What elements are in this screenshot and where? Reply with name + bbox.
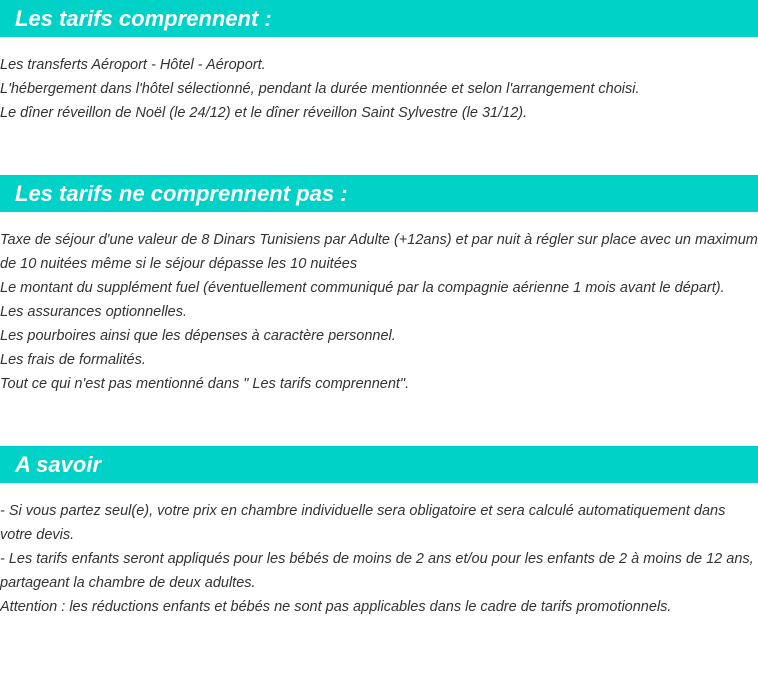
list-item: Les transferts Aéroport - Hôtel - Aéroport. — [0, 57, 266, 73]
list-item: Les frais de formalités. — [0, 352, 146, 368]
section-title: Les tarifs ne comprennent pas : — [15, 181, 348, 206]
list-item: Le dîner réveillon de Noël (le 24/12) et le dîner réveillon Saint Sylvestre (le 31/12). — [0, 105, 528, 121]
section-title: Les tarifs comprennent : — [15, 6, 272, 31]
list-item: - Les tarifs enfants seront appliqués pour les bébés de moins de 2 ans et/ou pour les enfants de 2 à moins de 12 ans, partageant la chambre de deux adultes. — [0, 551, 754, 591]
list-item: Taxe de séjour d'une valeur de 8 Dinars Tunisiens par Adulte (+12ans) et par nuit à régler sur place avec un maximum de 10 nuitées même si le séjour dépasse les 10 nuitées — [0, 232, 758, 272]
list-item: Tout ce qui n'est pas mentionné dans " Les tarifs comprennent". — [0, 376, 410, 392]
section-header-included — [0, 0, 758, 37]
section-header-good-to-know — [0, 446, 758, 483]
section-body-not-included — [0, 228, 758, 396]
section-body-good-to-know — [0, 499, 758, 619]
section-body-included — [0, 53, 758, 125]
list-item: Les assurances optionnelles. — [0, 304, 188, 320]
section-header-not-included — [0, 175, 758, 212]
section-title: A savoir — [15, 452, 102, 477]
list-item: L'hébergement dans l'hôtel sélectionné, pendant la durée mentionnée et selon l'arrangement choisi. — [0, 81, 640, 97]
list-item: Attention : les réductions enfants et bébés ne sont pas applicables dans le cadre de tarifs promotionnels. — [0, 599, 672, 615]
list-item: Le montant du supplément fuel (éventuellement communiqué par la compagnie aérienne 1 mois avant le départ). — [0, 280, 725, 296]
list-item: Les pourboires ainsi que les dépenses à caractère personnel. — [0, 328, 396, 344]
list-item: - Si vous partez seul(e), votre prix en chambre individuelle sera obligatoire et sera calculé automatiquement dans votre devis. — [0, 503, 726, 543]
